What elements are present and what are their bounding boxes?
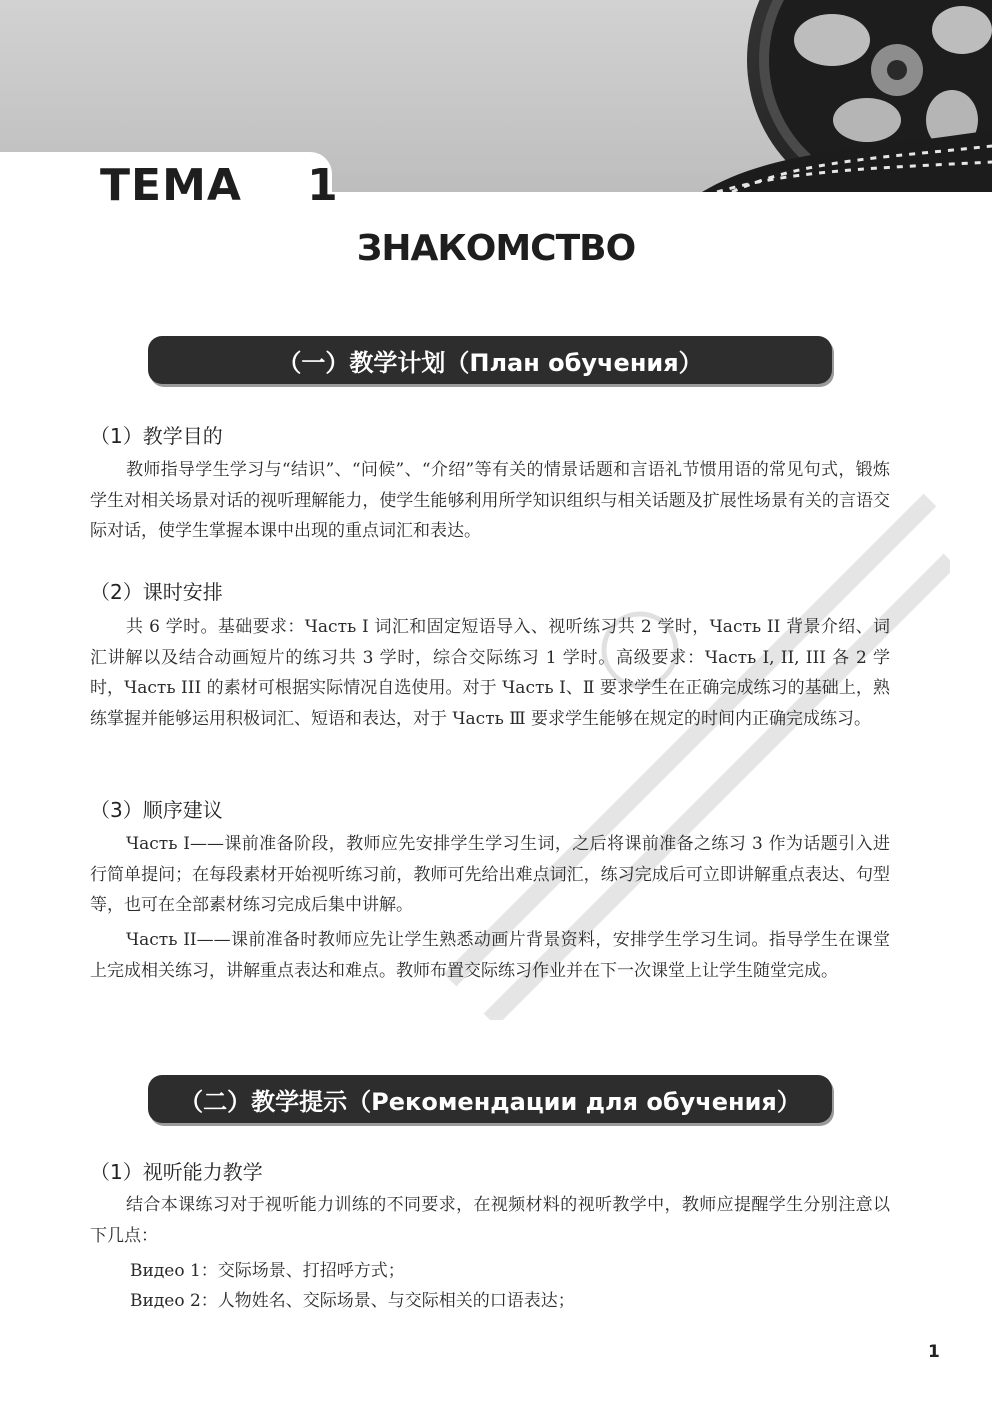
section-plan-bar: （一）教学计划（План обучения）	[148, 336, 832, 384]
section-recommendations-bar: （二）教学提示（Рекомендации для обучения）	[148, 1075, 832, 1123]
paragraph-listening: 结合本课练习对于视听能力训练的不同要求，在视频材料的视听教学中，教师应提醒学生分别注意以下几点：	[90, 1195, 890, 1246]
subheading-schedule: （2）课时安排	[90, 580, 223, 604]
list-item-video1: Видео 1：交际场景、打招呼方式；	[130, 1261, 405, 1281]
tema-label: TEMA 1	[100, 160, 339, 211]
subheading-order: （3）顺序建议	[90, 798, 223, 822]
paragraph-order-part2: Часть II——课前准备时教师应先让学生熟悉动画片背景资料，安排学生学习生词。指导学生在课堂上完成相关练习，讲解重点表达和难点。教师布置交际练习作业并在下一次课堂上让学生随堂完成。	[90, 930, 890, 981]
subheading-teaching-goal: （1）教学目的	[90, 424, 223, 448]
film-reel-icon	[662, 0, 992, 192]
paragraph-order-part1: Часть I——课前准备阶段，教师应先安排学生学习生词，之后将课前准备之练习 3 作为话题引入进行简单提问；在每段素材开始视听练习前，教师可先给出难点词汇，练习完成后可立即讲解重点表达、句型等，也可在全部素材练习完成后集中讲解。	[90, 834, 890, 915]
page-number: 1	[928, 1342, 940, 1362]
paragraph-teaching-goal: 教师指导学生学习与“结识”、“问候”、“介绍”等有关的情景话题和言语礼节惯用语的常见句式，锻炼学生对相关场景对话的视听理解能力，使学生能够利用所学知识组织与相关话题及扩展性场景有关的言语交际对话，使学生掌握本课中出现的重点词汇和表达。	[90, 460, 890, 541]
chapter-title: ЗНАКОМСТВО	[356, 228, 636, 269]
subheading-listening: （1）视听能力教学	[90, 1160, 263, 1184]
paragraph-schedule: 共 6 学时。基础要求：Часть I 词汇和固定短语导入、视听练习共 2 学时，Часть II 背景介绍、词汇讲解以及结合动画短片的练习共 3 学时，综合交际练习 1 学时。高级要求：Часть I, II, III 各 2 学时，Часть III 的素材可根据实际情况自选使用。对于 Часть Ⅰ、Ⅱ 要求学生在正确完成练习的基础上，熟练掌握并能够运用积极词汇、短语和表达，对于 Часть Ⅲ 要求学生能够在规定的时间内正确完成练习。	[90, 617, 890, 729]
list-item-video2: Видео 2：人物姓名、交际场景、与交际相关的口语表达；	[130, 1291, 575, 1311]
